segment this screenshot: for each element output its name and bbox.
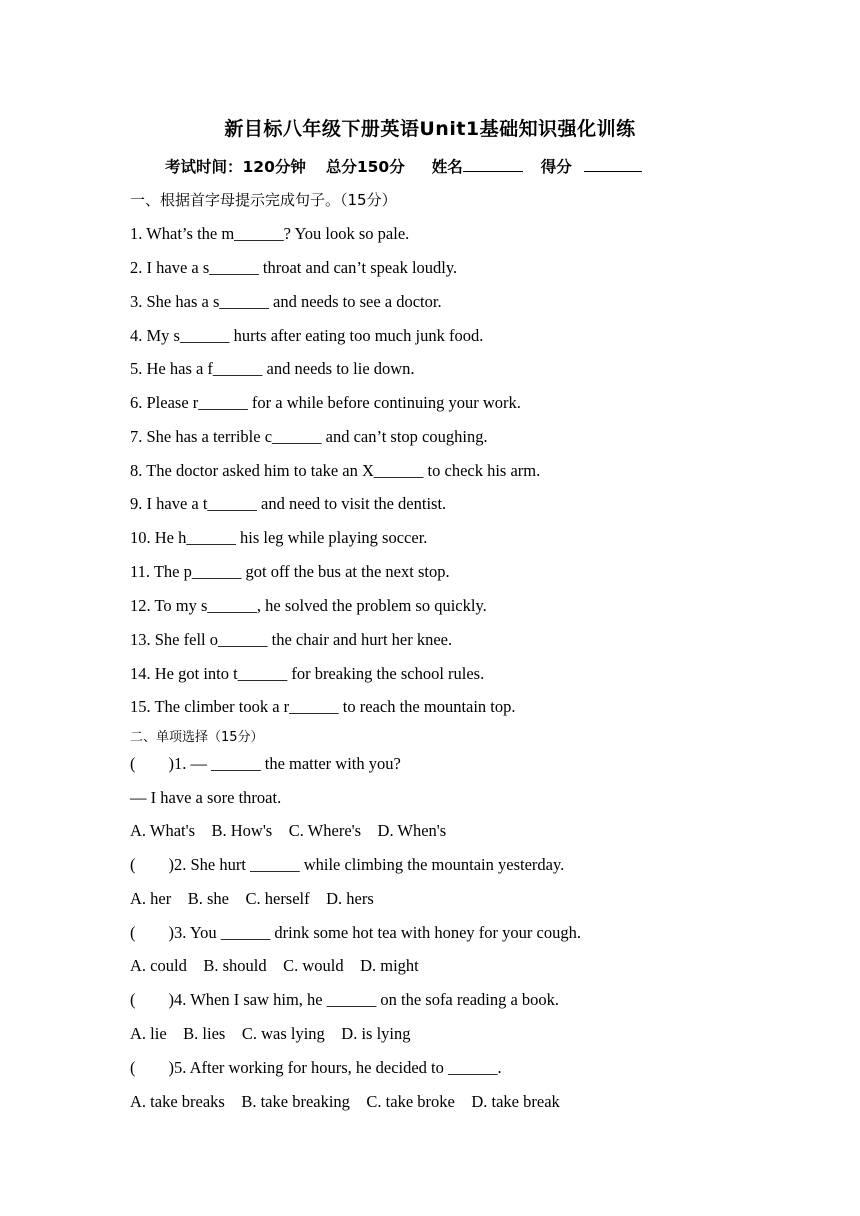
choice-answer-line: — I have a sore throat.: [130, 788, 282, 807]
question-item: 3. She has a s______ and needs to see a doctor.: [130, 292, 442, 311]
score-blank: [584, 156, 642, 172]
question-item: 1. What’s the m______? You look so pale.: [130, 224, 410, 243]
exam-total: 总分150分: [325, 158, 405, 176]
choice-question: ( )2. She hurt ______ while climbing the mountain yesterday.: [130, 855, 565, 874]
question-item: 6. Please r______ for a while before continuing your work.: [130, 393, 521, 412]
choice-options: A. lie B. lies C. was lying D. is lying: [130, 1024, 411, 1043]
choice-options: A. her B. she C. herself D. hers: [130, 889, 374, 908]
score-label: 得分: [540, 158, 572, 176]
page-title: 新目标八年级下册英语Unit1基础知识强化训练: [224, 118, 636, 140]
question-item: 15. The climber took a r______ to reach the mountain top.: [130, 697, 516, 716]
choice-question: ( )3. You ______ drink some hot tea with honey for your cough.: [130, 923, 581, 942]
choice-options: A. take breaks B. take breaking C. take broke D. take break: [130, 1092, 560, 1111]
question-item: 12. To my s______, he solved the problem so quickly.: [130, 596, 487, 615]
exam-info: [165, 155, 642, 177]
section2-heading: 二、单项选择（15分）: [130, 730, 264, 745]
question-item: 2. I have a s______ throat and can’t speak loudly.: [130, 258, 458, 277]
choice-options: A. What's B. How's C. Where's D. When's: [130, 821, 447, 840]
question-item: 4. My s______ hurts after eating too much junk food.: [130, 326, 484, 345]
exam-time: 考试时间：120分钟: [165, 158, 306, 176]
choice-question: ( )4. When I saw him, he ______ on the sofa reading a book.: [130, 990, 560, 1009]
question-item: 7. She has a terrible c______ and can’t stop coughing.: [130, 427, 488, 446]
question-item: 9. I have a t______ and need to visit the dentist.: [130, 494, 447, 513]
question-item: 5. He has a f______ and needs to lie down.: [130, 359, 415, 378]
choice-options: A. could B. should C. would D. might: [130, 956, 419, 975]
question-item: 10. He h______ his leg while playing soccer.: [130, 528, 428, 547]
question-item: 13. She fell o______ the chair and hurt her knee.: [130, 630, 453, 649]
section1-heading: 一、根据首字母提示完成句子。（15分）: [130, 191, 397, 209]
question-item: 8. The doctor asked him to take an X______ to check his arm.: [130, 461, 541, 480]
question-item: 14. He got into t______ for breaking the school rules.: [130, 664, 485, 683]
choice-question: ( )1. — ______ the matter with you?: [130, 754, 401, 773]
question-item: 11. The p______ got off the bus at the next stop.: [130, 562, 450, 581]
choice-question: ( )5. After working for hours, he decided to ______.: [130, 1058, 502, 1077]
name-label: 姓名: [431, 158, 463, 176]
name-blank: [463, 156, 523, 172]
